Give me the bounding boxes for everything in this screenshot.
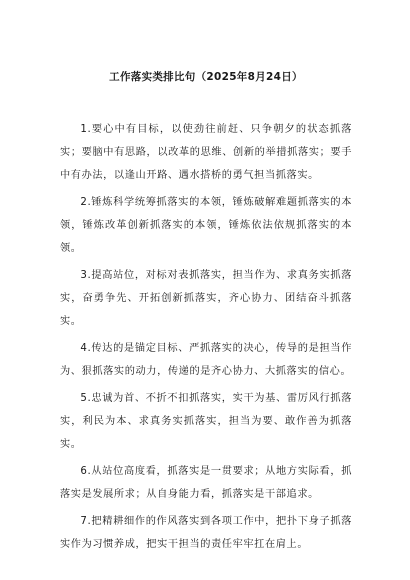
document-title: 工作落实类排比句（2025年8月24日） <box>109 71 303 83</box>
paragraph-3: 3.提高站位，对标对表抓落实，担当作为、求真务实抓落实，奋勇争先、开拓创新抓落实，齐心协力、团结奋斗抓落实。 <box>60 270 352 327</box>
paragraph-7: 7.把精耕细作的作风落实到各项工作中，把扑下身子抓落实作为习惯养成，把实干担当的责任牢牢扛在肩上。 <box>60 516 352 550</box>
paragraph-4: 4.传达的是锚定目标、严抓落实的决心，传导的是担当作为、狠抓落实的动力，传递的是齐心协力、大抓落实的信心。 <box>60 343 352 377</box>
paragraph-2: 2.锤炼科学统筹抓落实的本领，锤炼破解难题抓落实的本领，锤炼改革创新抓落实的本领，锤炼依法依规抓落实的本领。 <box>60 197 352 254</box>
paragraph-1: 1.要心中有目标，以使劲往前赶、只争朝夕的状态抓落实；要脑中有思路，以改革的思维、创新的举措抓落实；要手中有办法，以逢山开路、遇水搭桥的勇气担当抓落实。 <box>60 124 352 181</box>
paragraph-6: 6.从站位高度看，抓落实是一贯要求；从地方实际看，抓落实是发展所求；从自身能力看，抓落实是干部追求。 <box>60 466 352 500</box>
paragraph-5: 5.忠诚为首、不折不扣抓落实，实干为基、雷厉风行抓落实，利民为本、求真务实抓落实，担当为要、敢作善为抓落实。 <box>60 393 352 450</box>
document-body <box>60 118 352 556</box>
